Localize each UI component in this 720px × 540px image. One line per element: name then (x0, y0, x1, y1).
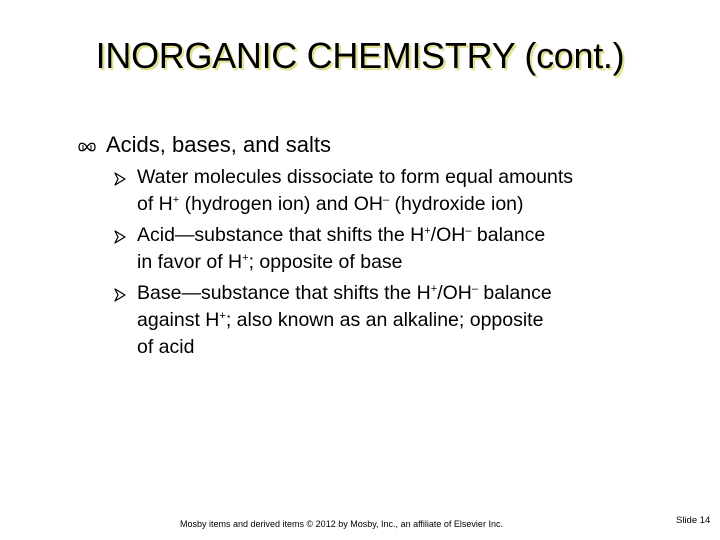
text-line (137, 280, 637, 307)
text-line (137, 222, 637, 249)
text-segment: (hydrogen ion) and OH (179, 193, 383, 215)
text-segment: ; also known as an alkaline; opposite (225, 309, 544, 331)
double-loop-bullet-icon (78, 140, 96, 154)
text-segment: against H (137, 309, 220, 331)
superscript: + (219, 310, 226, 322)
superscript: – (471, 283, 478, 295)
sub-bullet-text (137, 280, 637, 361)
text-segment: /OH (430, 224, 466, 246)
text-segment: balance (471, 224, 546, 246)
text-line (137, 307, 637, 334)
superscript: + (242, 252, 249, 264)
superscript: + (172, 194, 180, 206)
text-segment: of H (137, 193, 173, 215)
text-segment: Base—substance that shifts the H (137, 282, 431, 304)
text-segment: in favor of H (137, 251, 243, 273)
sub-bullet-text (137, 164, 637, 218)
text-line (137, 191, 637, 218)
arrowhead-bullet-icon (114, 288, 126, 302)
text-segment: ; opposite of base (248, 251, 403, 273)
text-segment: Acid—substance that shifts the H (137, 224, 425, 246)
superscript: + (430, 283, 438, 295)
bullet-acids-bases-salts: Acids, bases, and salts (106, 132, 332, 157)
text-segment: balance (477, 282, 552, 304)
text-line (137, 164, 637, 191)
arrowhead-bullet-icon (114, 230, 126, 244)
text-segment: /OH (437, 282, 472, 304)
arrowhead-bullet-icon (114, 172, 126, 186)
text-line (137, 249, 637, 276)
text-segment: Water molecules dissociate to form equal amounts (137, 166, 574, 188)
sub-bullet-text (137, 222, 637, 276)
slide-title: INORGANIC CHEMISTRY (cont.) (95, 35, 625, 76)
superscript: – (382, 194, 390, 206)
superscript: + (424, 225, 431, 237)
text-line (137, 334, 637, 361)
copyright-footer: Mosby items and derived items © 2012 by Mosby, Inc., an affiliate of Elsevier Inc. (180, 519, 503, 529)
text-segment: (hydroxide ion) (389, 193, 524, 215)
superscript: – (465, 225, 472, 237)
text-segment: of acid (137, 336, 195, 358)
slide-number: Slide 14 (676, 515, 711, 526)
